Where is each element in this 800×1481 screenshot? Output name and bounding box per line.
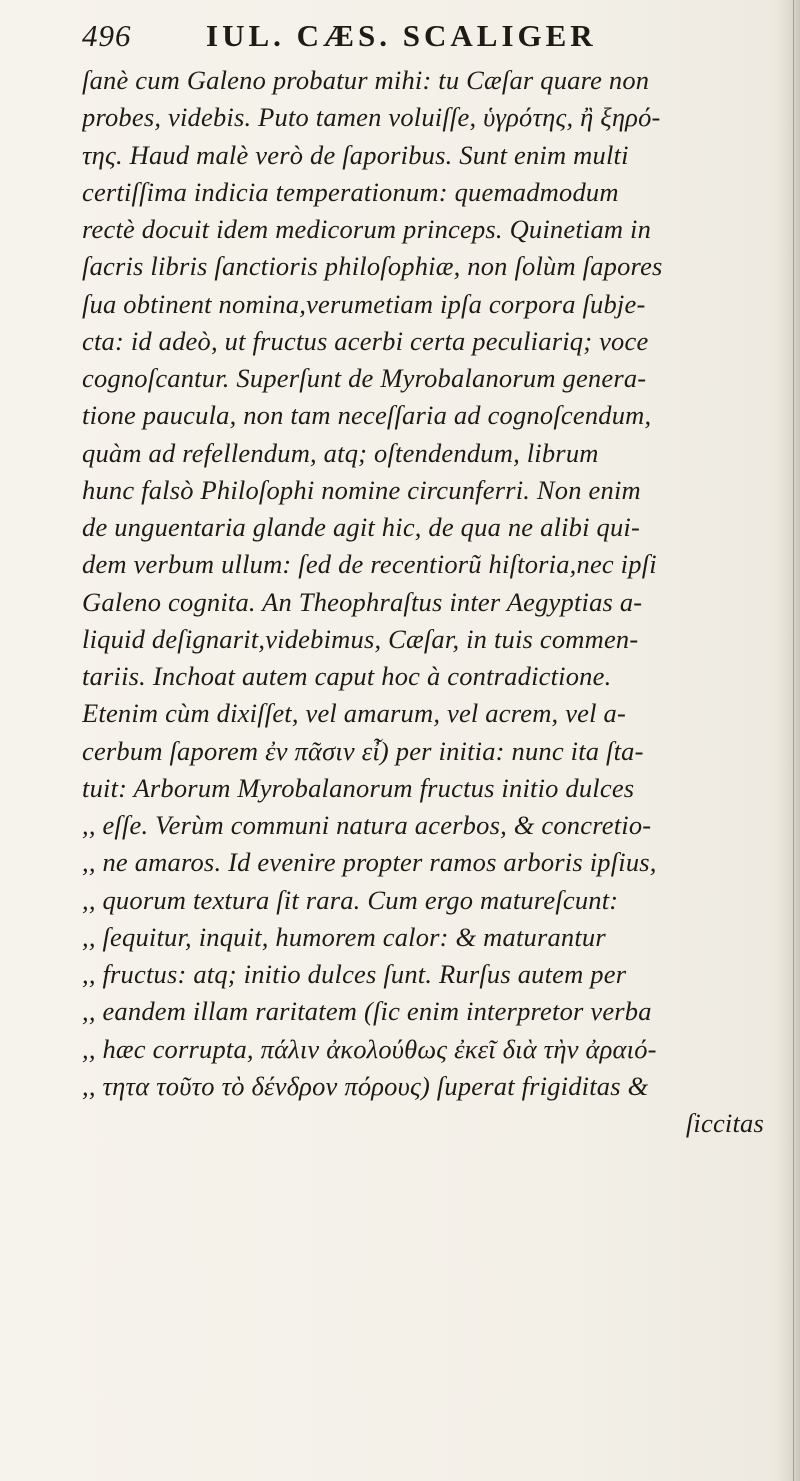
text-line: ,, ſequitur, inquit, humorem calor: & maturantur <box>82 921 606 952</box>
text-line: rectè docuit idem medicorum princeps. Quinetiam in <box>82 214 652 244</box>
text-line: Galeno cognita. An Theophraſtus inter Aegyptias a- <box>82 586 643 617</box>
page-header <box>82 14 782 58</box>
text-line: ,, quorum textura ſit rara. Cum ergo matureſcunt: <box>82 884 619 915</box>
text-line: tariis. Inchoat autem caput hoc à contradictione. <box>82 661 612 691</box>
page-number: 496 <box>82 18 132 53</box>
catchword: ſiccitas <box>685 1108 764 1138</box>
running-head: IUL. CÆS. SCALIGER <box>206 18 597 53</box>
text-line: ,, fructus: atq; initio dulces ſunt. Rurſus autem per <box>82 959 627 989</box>
text-line: de unguentaria glande agit hic, de qua ne alibi qui- <box>82 512 640 542</box>
text-line: probes, videbis. Puto tamen voluiſſe, ὑγρότης, ἢ ξηρό- <box>82 102 661 133</box>
text-line: tuit: Arborum Myrobalanorum fructus initio dulces <box>82 772 635 803</box>
text-line: ſanè cum Galeno probatur mihi: tu Cæſar quare non <box>82 65 650 95</box>
text-line: liquid deſignarit,videbimus, Cæſar, in tuis commen- <box>82 623 639 654</box>
text-line: certiſſima indicia temperationum: quemadmodum <box>82 176 619 207</box>
text-line: dem verbum ullum: ſed de recentiorũ hiſtoria,nec ipſi <box>82 549 657 580</box>
text-line: hunc falsò Philoſophi nomine circunferri. Non enim <box>82 474 641 505</box>
text-line: Etenim cùm dixiſſet, vel amarum, vel acrem, vel a- <box>82 698 626 729</box>
text-line: cognoſcantur. Superſunt de Myrobalanorum genera- <box>82 363 647 393</box>
text-line: cta: id adeò, ut fructus acerbi certa peculiariq; voce <box>82 325 649 356</box>
text-line: tione paucula, non tam neceſſaria ad cognoſcendum, <box>82 400 652 431</box>
text-line: ,, τητα τοῦτο τὸ δένδρον πόρους) ſuperat frigiditas & <box>82 1070 649 1101</box>
text-line: ,, ne amaros. Id evenire propter ramos arboris ipſius, <box>82 847 657 878</box>
text-line: ,, hæc corrupta, πάλιν ἀκολούθως ἐκεῖ διὰ τὴν ἀραιό- <box>82 1033 657 1064</box>
text-line: ,, eſſe. Verùm communi natura acerbos, & concretio- <box>82 810 652 840</box>
body-text <box>82 62 780 1142</box>
text-line: της. Haud malè verò de ſaporibus. Sunt enim multi <box>82 139 629 170</box>
text-line: cerbum ſaporem ἐν πᾶσιν εἶ) per initia: nunc ita ſta- <box>82 735 644 766</box>
page-edge-line <box>793 0 794 1481</box>
text-line: quàm ad refellendum, atq; oſtendendum, librum <box>82 437 599 468</box>
page-edge-shadow <box>778 0 800 1481</box>
text-line: ,, eandem illam raritatem (ſic enim interpretor verba <box>82 996 652 1027</box>
text-line: ſua obtinent nomina,verumetiam ipſa corpora ſubje- <box>82 288 646 319</box>
text-line: ſacris libris ſanctioris philoſophiæ, non ſolùm ſapores <box>82 251 663 282</box>
